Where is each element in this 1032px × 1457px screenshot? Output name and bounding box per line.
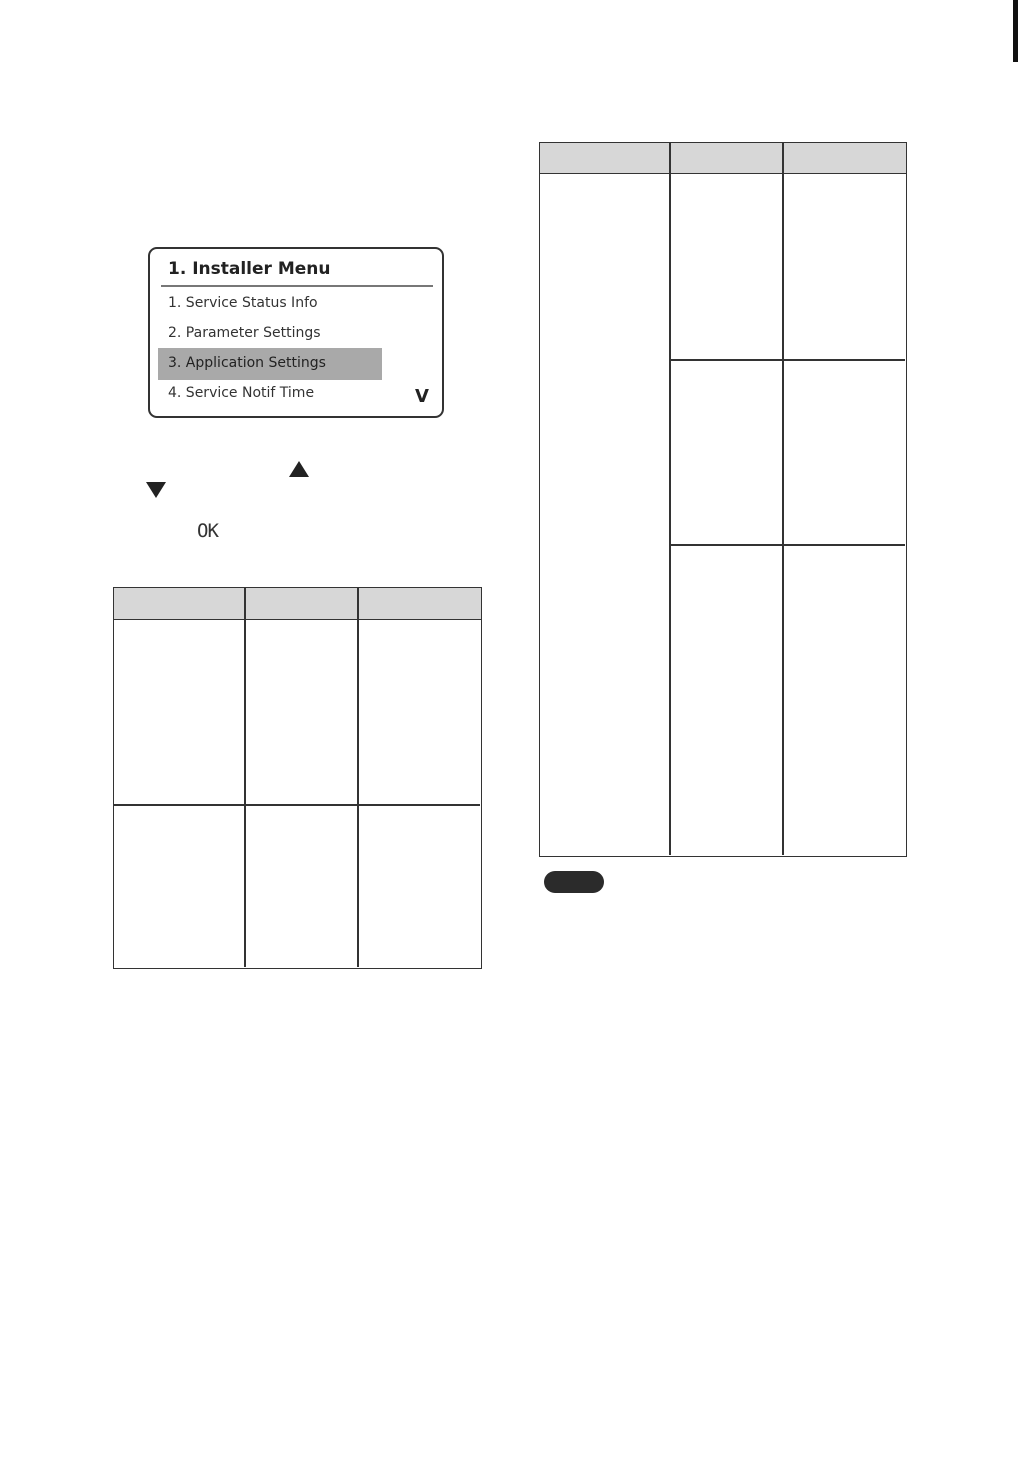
screen-title: 1. Installer Menu — [168, 259, 331, 279]
triangle-up-icon — [289, 461, 309, 477]
left-table — [113, 587, 482, 969]
note-badge — [544, 871, 604, 893]
right-table-col-divider-1 — [669, 143, 671, 855]
right-table-row-divider-1 — [669, 359, 905, 361]
page-edge-marker — [1013, 0, 1018, 62]
left-table-col-divider-2 — [357, 588, 359, 967]
right-table-row-divider-2 — [669, 544, 905, 546]
title-divider — [161, 285, 433, 287]
right-table-col-divider-2 — [782, 143, 784, 855]
chevron-down-icon: V — [415, 386, 429, 407]
triangle-down-icon — [146, 482, 166, 498]
left-table-row-divider — [114, 804, 480, 806]
right-table-header — [540, 143, 906, 174]
menu-item-service-status-info[interactable]: 1. Service Status Info — [168, 295, 318, 311]
installer-menu-screen — [148, 247, 444, 418]
left-table-col-divider-1 — [244, 588, 246, 967]
menu-item-service-notif-time[interactable]: 4. Service Notif Time — [168, 385, 315, 401]
right-table — [539, 142, 907, 857]
ok-key-label: OK — [197, 520, 218, 542]
menu-item-parameter-settings[interactable]: 2. Parameter Settings — [168, 325, 321, 341]
menu-item-application-settings[interactable]: 3. Application Settings — [158, 348, 382, 380]
left-table-header — [114, 588, 481, 620]
